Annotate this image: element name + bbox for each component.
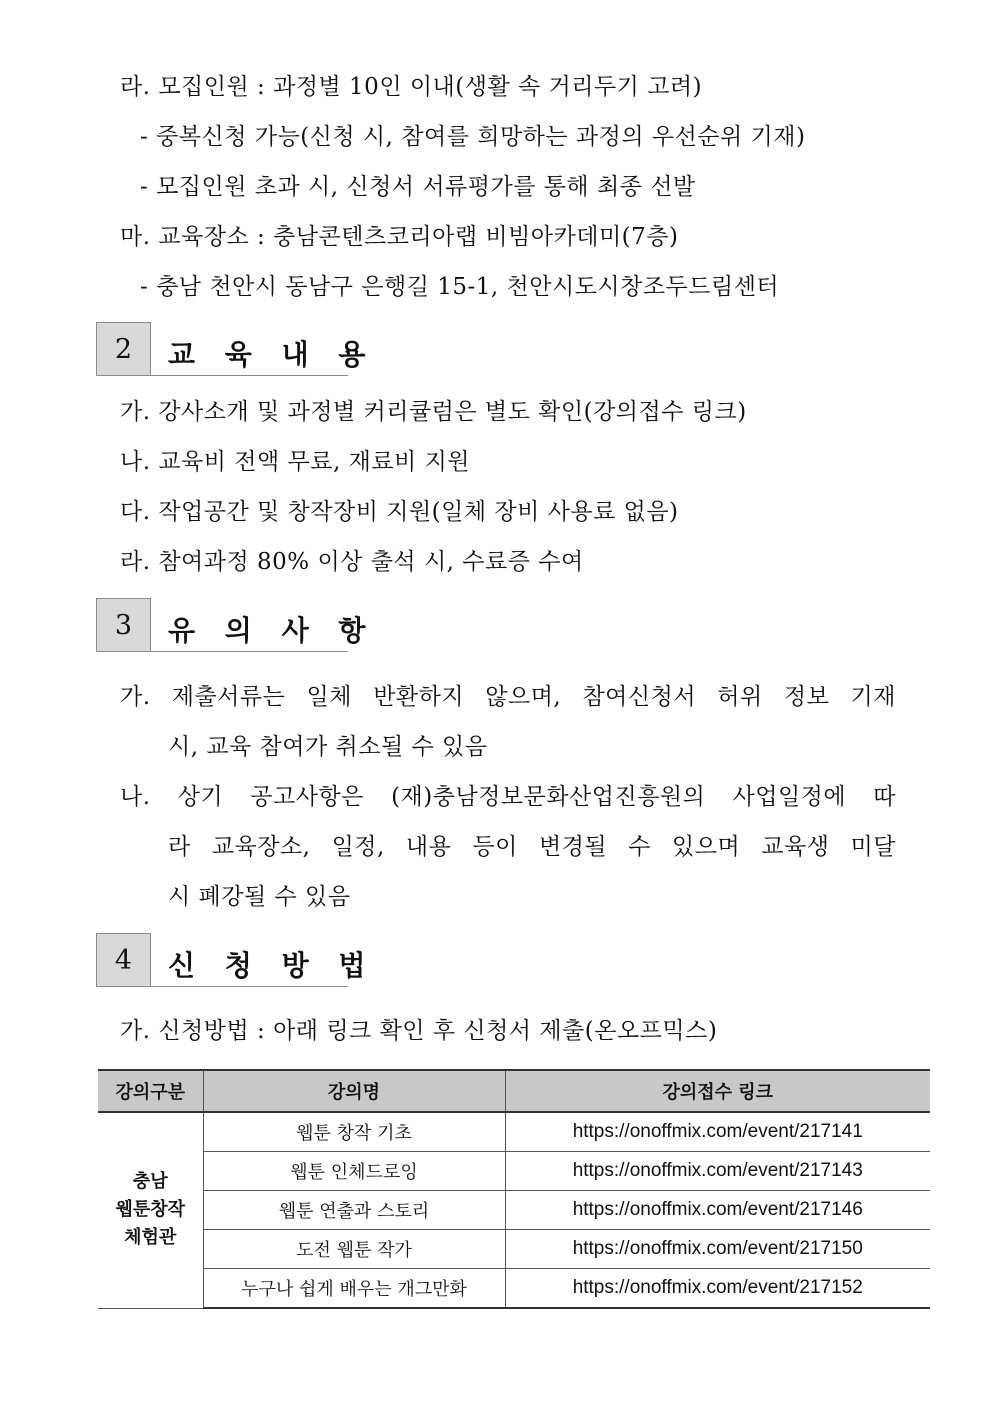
section-title: 교 육 내 용	[168, 338, 376, 371]
notice-ga-line2: 시, 교육 참여가 취소될 수 있음	[168, 734, 488, 760]
section-number: 3	[96, 598, 151, 652]
table-row	[98, 1112, 930, 1152]
address-line: - 충남 천안시 동남구 은행길 15-1, 천안시도시창조두드림센터	[140, 274, 780, 300]
header-category: 강의구분	[98, 1070, 203, 1112]
table-row	[98, 1191, 930, 1230]
course-name: 웹툰 창작 기초	[203, 1112, 505, 1152]
course-name: 누구나 쉽게 배우는 개그만화	[203, 1269, 505, 1309]
table-row	[98, 1230, 930, 1269]
course-name: 도전 웹툰 작가	[203, 1230, 505, 1269]
category-line: 웹툰창작	[115, 1199, 186, 1221]
notice-na-line3: 시 폐강될 수 있음	[168, 884, 351, 910]
section-title: 신 청 방 법	[168, 949, 376, 982]
notice-na-line1: 나. 상기 공고사항은 (재)충남정보문화산업진흥원의 사업일정에 따	[120, 784, 896, 810]
table-row	[98, 1269, 930, 1309]
apply-method: 가. 신청방법 : 아래 링크 확인 후 신청서 제출(온오프믹스)	[120, 1018, 718, 1044]
course-link[interactable]: https://onoffmix.com/event/217146	[505, 1191, 930, 1230]
course-name: 웹툰 연출과 스토리	[203, 1191, 505, 1230]
notice-na-line2: 라 교육장소, 일정, 내용 등이 변경될 수 있으며 교육생 미달	[168, 834, 896, 860]
place-line: 마. 교육장소 : 충남콘텐츠코리아랩 비빔아카데미(7층)	[120, 224, 679, 250]
list-item: 다. 작업공간 및 창작장비 지원(일체 장비 사용료 없음)	[120, 499, 679, 525]
course-name: 웹툰 인체드로잉	[203, 1152, 505, 1191]
course-link[interactable]: https://onoffmix.com/event/217141	[505, 1112, 930, 1152]
table-header-row	[98, 1070, 930, 1112]
section-title: 유 의 사 항	[168, 614, 376, 647]
section-number: 2	[96, 322, 151, 376]
header-link: 강의접수 링크	[505, 1070, 930, 1112]
header-course-name: 강의명	[203, 1070, 505, 1112]
list-item: 가. 강사소개 및 과정별 커리큘럼은 별도 확인(강의접수 링크)	[120, 399, 747, 425]
course-link[interactable]: https://onoffmix.com/event/217150	[505, 1230, 930, 1269]
list-item: 나. 교육비 전액 무료, 재료비 지원	[120, 449, 471, 475]
category-line: 체험관	[124, 1227, 177, 1249]
table-row	[98, 1152, 930, 1191]
course-link[interactable]: https://onoffmix.com/event/217152	[505, 1269, 930, 1309]
recruit-count: 라. 모집인원 : 과정별 10인 이내(생활 속 거리두기 고려)	[120, 74, 703, 100]
course-link[interactable]: https://onoffmix.com/event/217143	[505, 1152, 930, 1191]
category-cell	[98, 1112, 203, 1308]
course-table	[98, 1069, 930, 1309]
section-underline	[151, 651, 348, 652]
section-underline	[151, 375, 348, 376]
list-item: 라. 참여과정 80% 이상 출석 시, 수료증 수여	[120, 549, 584, 575]
duplicate-note: - 중복신청 가능(신청 시, 참여를 희망하는 과정의 우선순위 기재)	[140, 124, 806, 150]
notice-ga-line1: 가. 제출서류는 일체 반환하지 않으며, 참여신청서 허위 정보 기재	[120, 684, 896, 710]
section-number: 4	[96, 933, 151, 987]
category-line: 충남	[132, 1171, 168, 1193]
section-underline	[151, 986, 348, 987]
overflow-note: - 모집인원 초과 시, 신청서 서류평가를 통해 최종 선발	[140, 174, 696, 200]
